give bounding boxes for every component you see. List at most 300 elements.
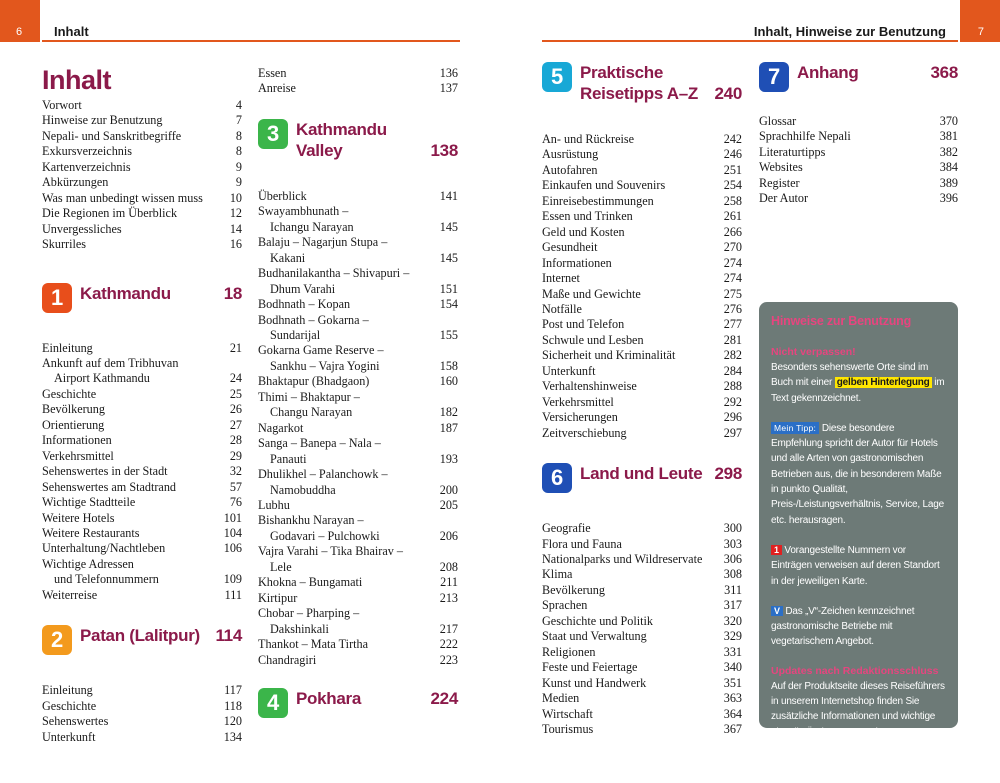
toc-entry[interactable] bbox=[542, 583, 742, 598]
toc-entry-continuation[interactable] bbox=[258, 560, 458, 575]
toc-entry[interactable] bbox=[759, 191, 958, 206]
toc-entry[interactable] bbox=[542, 348, 742, 363]
map-number-description: Vorangestellte Nummern vor Einträgen verweisen auf deren Standort in der jeweiligen Karte. bbox=[771, 544, 940, 587]
toc-entry[interactable] bbox=[258, 513, 458, 528]
chapter-1-heading[interactable] bbox=[42, 283, 242, 313]
toc-entry[interactable] bbox=[542, 240, 742, 255]
toc-entry[interactable] bbox=[258, 66, 458, 81]
chapter-title: Anhang bbox=[797, 63, 859, 82]
toc-entry-page: 24 bbox=[229, 371, 242, 386]
toc-entry-page: 14 bbox=[229, 221, 242, 236]
toc-entry-page: 274 bbox=[723, 255, 742, 270]
toc-entry-title: Essen und Trinken bbox=[542, 209, 633, 224]
toc-entry[interactable] bbox=[42, 113, 242, 128]
hint-my-tip-text bbox=[771, 421, 946, 528]
toc-entry[interactable] bbox=[42, 402, 242, 417]
toc-entry[interactable] bbox=[42, 433, 242, 448]
toc-entry-title: Schwule und Lesben bbox=[542, 332, 644, 347]
chapter-3-heading[interactable] bbox=[258, 119, 458, 161]
toc-entry[interactable] bbox=[542, 410, 742, 425]
toc-entry-continuation[interactable] bbox=[258, 220, 458, 235]
toc-entry[interactable] bbox=[542, 598, 742, 613]
toc-entry-page: 246 bbox=[723, 147, 742, 162]
toc-entry[interactable] bbox=[258, 544, 458, 559]
toc-entry[interactable] bbox=[542, 660, 742, 675]
toc-entry-title: Vorwort bbox=[42, 98, 82, 112]
toc-entry-title: Wichtige Stadtteile bbox=[42, 495, 136, 510]
toc-entry[interactable] bbox=[258, 606, 458, 621]
toc-entry-subtitle: Ichangu Narayan bbox=[270, 219, 354, 234]
chapter-number-badge: 4 bbox=[258, 688, 288, 718]
toc-entry-page bbox=[452, 467, 458, 482]
toc-entry[interactable] bbox=[542, 302, 742, 317]
toc-entry[interactable] bbox=[759, 160, 958, 175]
left-page-number: 6 bbox=[0, 0, 40, 42]
toc-entry[interactable] bbox=[258, 637, 458, 652]
toc-entry[interactable] bbox=[258, 591, 458, 606]
toc-entry[interactable] bbox=[759, 129, 958, 144]
toc-entry-page: 25 bbox=[229, 386, 242, 401]
hint-not-miss-text bbox=[771, 360, 946, 406]
toc-entry-page: 28 bbox=[229, 433, 242, 448]
toc-entry-subtitle: Dhum Varahi bbox=[270, 281, 336, 296]
hint-updates-text: Auf der Produktseite dieses Reiseführers in unserem Internetshop finden Sie zusätzliche Informationen und wichtige aktuelle Änderungen und Ergänzungen. bbox=[771, 680, 945, 738]
toc-entry-title: Kirtipur bbox=[258, 590, 298, 605]
toc-entry-page: 223 bbox=[439, 652, 458, 667]
toc-entry-page: 308 bbox=[723, 567, 742, 582]
patan-continued-list bbox=[258, 66, 458, 97]
toc-entry-title: Wirtschaft bbox=[542, 706, 593, 721]
toc-entry-page: 389 bbox=[939, 175, 958, 190]
usage-hints-box bbox=[759, 302, 958, 738]
toc-entry-title: Tourismus bbox=[542, 721, 594, 736]
toc-entry[interactable] bbox=[42, 98, 242, 113]
toc-entry-page: 109 bbox=[223, 572, 242, 587]
toc-entry-continuation[interactable] bbox=[258, 529, 458, 544]
yellow-highlight-sample: gelben Hinterlegung bbox=[836, 377, 930, 389]
toc-entry[interactable] bbox=[542, 537, 742, 552]
toc-entry-page bbox=[452, 266, 458, 281]
toc-entry-title: Hinweise zur Benutzung bbox=[42, 113, 163, 128]
toc-entry[interactable] bbox=[42, 341, 242, 356]
toc-entry-page: 276 bbox=[723, 301, 742, 316]
toc-entry-page: 9 bbox=[235, 175, 242, 190]
toc-entry[interactable] bbox=[42, 144, 242, 159]
toc-entry-page: 118 bbox=[224, 698, 242, 713]
toc-entry[interactable] bbox=[42, 129, 242, 144]
toc-entry[interactable] bbox=[42, 464, 242, 479]
toc-entry-page: 292 bbox=[723, 394, 742, 409]
toc-entry-title: Websites bbox=[759, 160, 803, 175]
toc-entry-title: Versicherungen bbox=[542, 410, 618, 425]
toc-entry-subtitle: Lele bbox=[270, 559, 292, 574]
toc-entry[interactable] bbox=[542, 691, 742, 706]
toc-entry-page: 27 bbox=[229, 417, 242, 432]
toc-entry-page bbox=[452, 436, 458, 451]
toc-entry[interactable] bbox=[42, 160, 242, 175]
toc-entry-title: Weitere Hotels bbox=[42, 510, 115, 525]
toc-entry-title: Einkaufen und Souvenirs bbox=[542, 178, 666, 193]
toc-entry-page: 8 bbox=[235, 128, 242, 143]
toc-entry-page: 270 bbox=[723, 240, 742, 255]
toc-entry[interactable] bbox=[258, 390, 458, 405]
toc-entry-title: Geografie bbox=[542, 521, 591, 536]
toc-entry-page bbox=[452, 513, 458, 528]
toc-entry-page: 317 bbox=[723, 598, 742, 613]
toc-entry-title: Orientierung bbox=[42, 417, 105, 432]
toc-entry-page: 303 bbox=[723, 536, 742, 551]
toc-entry-page: 242 bbox=[723, 132, 742, 146]
right-page-number: 7 bbox=[960, 0, 1000, 42]
toc-entry-continuation[interactable] bbox=[258, 452, 458, 467]
toc-entry-title: Bodhnath – Kopan bbox=[258, 297, 351, 312]
toc-entry-title: Gokarna Game Reserve – bbox=[258, 343, 384, 358]
toc-entry[interactable] bbox=[542, 147, 742, 162]
toc-entry-page: 200 bbox=[439, 482, 458, 497]
toc-entry-page: 296 bbox=[723, 410, 742, 425]
toc-entry-page bbox=[452, 390, 458, 405]
toc-entry-title: Sanga – Banepa – Nala – bbox=[258, 436, 381, 451]
toc-entry[interactable] bbox=[42, 557, 242, 572]
toc-entry[interactable] bbox=[42, 449, 242, 464]
toc-entry-subtitle: und Telefonnummern bbox=[54, 572, 159, 587]
front-matter-list bbox=[42, 98, 242, 253]
toc-entry-page: 155 bbox=[439, 327, 458, 342]
toc-entry[interactable] bbox=[542, 521, 742, 536]
toc-entry[interactable] bbox=[258, 189, 458, 204]
toc-entry-page: 364 bbox=[723, 706, 742, 721]
toc-entry[interactable] bbox=[542, 132, 742, 147]
toc-entry[interactable] bbox=[542, 364, 742, 379]
toc-entry[interactable] bbox=[258, 235, 458, 250]
toc-entry[interactable] bbox=[542, 614, 742, 629]
toc-entry[interactable] bbox=[258, 653, 458, 668]
toc-entry[interactable] bbox=[759, 145, 958, 160]
toc-entry-title: Bevölkerung bbox=[42, 402, 105, 417]
toc-entry-page: 12 bbox=[229, 206, 242, 221]
chapter-7-heading[interactable] bbox=[759, 62, 958, 92]
chapter-title-line-1: Kathmandu bbox=[296, 119, 387, 139]
toc-entry-subtitle: Sankhu – Vajra Yogini bbox=[270, 358, 380, 373]
toc-entry[interactable] bbox=[759, 114, 958, 129]
toc-entry-title: Bevölkerung bbox=[542, 582, 605, 597]
toc-entry[interactable] bbox=[258, 266, 458, 281]
toc-entry-page: 288 bbox=[723, 379, 742, 394]
chapter-title bbox=[580, 62, 709, 104]
hint-box-title: Hinweise zur Benutzung bbox=[771, 314, 912, 328]
toc-entry-page: 154 bbox=[439, 297, 458, 312]
toc-entry[interactable] bbox=[258, 313, 458, 328]
toc-column-1 bbox=[42, 66, 242, 745]
toc-entry-page: 158 bbox=[439, 358, 458, 373]
toc-entry[interactable] bbox=[42, 495, 242, 510]
chapter-2-list bbox=[42, 683, 242, 745]
toc-entry[interactable] bbox=[42, 191, 242, 206]
toc-entry-page: 320 bbox=[723, 613, 742, 628]
page-title: Inhalt bbox=[42, 65, 111, 95]
toc-entry-page: 284 bbox=[723, 363, 742, 378]
toc-entry-page bbox=[452, 313, 458, 328]
toc-entry-page: 258 bbox=[723, 193, 742, 208]
chapter-4-heading[interactable] bbox=[258, 688, 458, 718]
toc-entry-page: 396 bbox=[939, 191, 958, 206]
toc-entry-page bbox=[452, 204, 458, 219]
toc-entry[interactable] bbox=[542, 676, 742, 691]
my-tip-badge: Mein Tipp: bbox=[771, 422, 819, 434]
toc-entry-page bbox=[236, 356, 242, 371]
toc-entry[interactable] bbox=[258, 467, 458, 482]
chapter-7-list bbox=[759, 114, 958, 207]
chapter-number-badge: 5 bbox=[542, 62, 572, 92]
toc-entry[interactable] bbox=[542, 178, 742, 193]
toc-entry-title: Exkursverzeichnis bbox=[42, 144, 133, 159]
toc-entry-page: 266 bbox=[723, 224, 742, 239]
hint-text-after: im Text gekennzeichnet. bbox=[771, 377, 945, 404]
toc-entry[interactable] bbox=[542, 567, 742, 582]
toc-entry-continuation[interactable] bbox=[258, 622, 458, 637]
toc-entry-continuation[interactable] bbox=[42, 371, 242, 386]
chapter-page: 298 bbox=[714, 464, 742, 484]
toc-entry-subtitle: Sundarijal bbox=[270, 327, 321, 342]
toc-entry-title: Chobar – Pharping – bbox=[258, 606, 360, 621]
hint-number-text bbox=[771, 543, 946, 589]
chapter-title: Pokhara bbox=[296, 688, 361, 708]
toc-entry-continuation[interactable] bbox=[42, 572, 242, 587]
hint-vegetarian-text bbox=[771, 604, 946, 650]
toc-entry-title: Skurriles bbox=[42, 237, 87, 252]
toc-column-3 bbox=[542, 62, 742, 737]
toc-entry-title: Kunst und Handwerk bbox=[542, 675, 647, 690]
toc-entry-subtitle: Kakani bbox=[270, 250, 306, 265]
toc-entry-page: 117 bbox=[224, 683, 242, 698]
toc-entry-title: Sehenswertes in der Stadt bbox=[42, 464, 168, 479]
toc-entry-title: Sicherheit und Kriminalität bbox=[542, 348, 676, 363]
toc-entry-page: 160 bbox=[439, 374, 458, 389]
toc-entry[interactable] bbox=[542, 194, 742, 209]
toc-entry-continuation[interactable] bbox=[258, 251, 458, 266]
toc-entry[interactable] bbox=[258, 498, 458, 513]
toc-entry-continuation[interactable] bbox=[258, 328, 458, 343]
toc-entry-title: Glossar bbox=[759, 114, 797, 128]
toc-entry[interactable] bbox=[258, 343, 458, 358]
toc-entry-title: Ankunft auf dem Tribhuvan bbox=[42, 355, 179, 370]
chapter-title: Patan (Lalitpur) bbox=[80, 626, 200, 646]
toc-entry-page: 134 bbox=[223, 729, 242, 744]
chapter-5-list bbox=[542, 132, 742, 441]
toc-entry[interactable] bbox=[542, 707, 742, 722]
chapter-page: 114 bbox=[215, 626, 242, 646]
toc-entry-title: Sehenswertes am Stadtrand bbox=[42, 479, 177, 494]
toc-column-2 bbox=[258, 66, 458, 746]
toc-entry-page: 145 bbox=[439, 219, 458, 234]
toc-entry[interactable] bbox=[542, 722, 742, 737]
toc-entry[interactable] bbox=[542, 333, 742, 348]
my-tip-description: Diese besondere Empfehlung spricht der Autor für Hotels und alle Arten von gastronomischen Betrieben aus, die in besonderem Maße in punkto Qualität, Preis-/Leistungsverhältnis, Service, Lage etc. herausragen. bbox=[771, 422, 945, 526]
toc-entry-title: Essen bbox=[258, 66, 287, 80]
toc-entry[interactable] bbox=[42, 356, 242, 371]
toc-entry-subtitle: Dakshinkali bbox=[270, 621, 329, 636]
toc-entry-title: Flora und Fauna bbox=[542, 536, 622, 551]
toc-entry-continuation[interactable] bbox=[258, 405, 458, 420]
chapter-title-line-2: Reisetipps A–Z bbox=[580, 84, 698, 103]
toc-entry[interactable] bbox=[42, 699, 242, 714]
toc-entry-page: 213 bbox=[439, 590, 458, 605]
toc-entry-title: Die Regionen im Überblick bbox=[42, 206, 178, 221]
toc-entry[interactable] bbox=[42, 683, 242, 698]
toc-entry-page: 282 bbox=[723, 348, 742, 363]
toc-entry-title: Informationen bbox=[542, 255, 612, 270]
toc-entry[interactable] bbox=[42, 237, 242, 252]
toc-entry-continuation[interactable] bbox=[258, 359, 458, 374]
toc-entry-page: 329 bbox=[723, 629, 742, 644]
toc-entry-page: 340 bbox=[723, 660, 742, 675]
toc-entry[interactable] bbox=[42, 175, 242, 190]
toc-entry[interactable] bbox=[542, 271, 742, 286]
toc-entry-subtitle: Changu Narayan bbox=[270, 405, 353, 420]
toc-entry-page bbox=[452, 343, 458, 358]
toc-entry-page: 331 bbox=[723, 644, 742, 659]
toc-entry-title: Balaju – Nagarjun Stupa – bbox=[258, 235, 388, 250]
toc-entry[interactable] bbox=[542, 395, 742, 410]
toc-entry-page: 351 bbox=[723, 675, 742, 690]
right-running-head: Inhalt, Hinweise zur Benutzung bbox=[753, 24, 946, 39]
toc-entry[interactable] bbox=[258, 81, 458, 96]
toc-entry[interactable] bbox=[258, 204, 458, 219]
chapter-title bbox=[296, 119, 425, 161]
toc-entry[interactable] bbox=[42, 387, 242, 402]
toc-entry-page: 261 bbox=[723, 209, 742, 224]
toc-entry-title: Nepali- und Sanskritbegriffe bbox=[42, 128, 182, 143]
toc-entry[interactable] bbox=[42, 588, 242, 603]
toc-entry-title: Bishankhu Narayan – bbox=[258, 513, 364, 528]
toc-entry-continuation[interactable] bbox=[258, 483, 458, 498]
toc-entry-title: Thankot – Mata Tirtha bbox=[258, 637, 369, 652]
toc-entry[interactable] bbox=[42, 730, 242, 745]
toc-entry-page bbox=[236, 557, 242, 572]
toc-entry-title: Chandragiri bbox=[258, 652, 317, 667]
toc-entry-page: 274 bbox=[723, 271, 742, 286]
toc-entry-page: 370 bbox=[939, 114, 958, 128]
toc-entry-page: 106 bbox=[223, 541, 242, 556]
toc-entry-title: Unterkunft bbox=[542, 363, 596, 378]
toc-entry[interactable] bbox=[542, 225, 742, 240]
chapter-2-heading[interactable] bbox=[42, 625, 242, 655]
chapter-6-heading[interactable] bbox=[542, 463, 742, 493]
toc-entry-title: Literaturtipps bbox=[759, 144, 826, 159]
toc-entry-title: Staat und Verwaltung bbox=[542, 629, 647, 644]
toc-entry[interactable] bbox=[42, 526, 242, 541]
chapter-number-badge: 6 bbox=[542, 463, 572, 493]
toc-entry-title: Klima bbox=[542, 567, 573, 582]
toc-entry-title: Verkehrsmittel bbox=[42, 448, 114, 463]
toc-entry-page: 7 bbox=[235, 113, 242, 128]
toc-entry[interactable] bbox=[42, 511, 242, 526]
toc-entry-title: Informationen bbox=[42, 433, 112, 448]
toc-entry[interactable] bbox=[759, 176, 958, 191]
toc-entry[interactable] bbox=[542, 552, 742, 567]
toc-entry-title: Register bbox=[759, 175, 800, 190]
toc-column-4 bbox=[759, 62, 958, 207]
chapter-number-badge: 2 bbox=[42, 625, 72, 655]
toc-entry-page: 363 bbox=[723, 691, 742, 706]
toc-entry[interactable] bbox=[42, 418, 242, 433]
chapter-title-line-1: Praktische bbox=[580, 63, 663, 82]
hint-heading-updates: Updates nach Redaktionsschluss bbox=[771, 664, 939, 677]
right-header-rule bbox=[542, 40, 958, 42]
toc-entry-page: 8 bbox=[235, 144, 242, 159]
toc-entry-page: 311 bbox=[724, 582, 742, 597]
toc-entry[interactable] bbox=[542, 317, 742, 332]
toc-entry[interactable] bbox=[258, 374, 458, 389]
toc-entry[interactable] bbox=[42, 714, 242, 729]
toc-entry[interactable] bbox=[42, 206, 242, 221]
toc-entry-continuation[interactable] bbox=[258, 282, 458, 297]
toc-entry[interactable] bbox=[258, 421, 458, 436]
toc-entry-title: Geschichte bbox=[42, 386, 97, 401]
left-header-rule bbox=[42, 40, 460, 42]
toc-entry-title: Abkürzungen bbox=[42, 175, 109, 190]
toc-entry-title: Bodhnath – Gokarna – bbox=[258, 312, 369, 327]
chapter-title-line-2: Valley bbox=[296, 140, 343, 160]
toc-entry-page: 32 bbox=[229, 464, 242, 479]
toc-entry-title: Verhaltenshinweise bbox=[542, 379, 637, 394]
toc-entry[interactable] bbox=[258, 436, 458, 451]
toc-entry-title: Sprachen bbox=[542, 598, 588, 613]
chapter-number-badge: 1 bbox=[42, 283, 72, 313]
toc-entry-title: Weitere Restaurants bbox=[42, 525, 140, 540]
toc-entry[interactable] bbox=[42, 222, 242, 237]
toc-entry[interactable] bbox=[542, 629, 742, 644]
toc-entry-title: Zeitverschiebung bbox=[542, 425, 627, 440]
toc-entry-title: Der Autor bbox=[759, 191, 809, 206]
chapter-5-heading[interactable] bbox=[542, 62, 742, 104]
toc-entry[interactable] bbox=[542, 209, 742, 224]
toc-entry-title: Unvergessliches bbox=[42, 221, 122, 236]
chapter-page: 240 bbox=[714, 84, 742, 103]
toc-entry[interactable] bbox=[258, 575, 458, 590]
toc-entry[interactable] bbox=[42, 480, 242, 495]
toc-entry-title: Einleitung bbox=[42, 340, 93, 355]
toc-entry-page: 104 bbox=[223, 525, 242, 540]
toc-entry-title: Internet bbox=[542, 271, 580, 286]
toc-entry[interactable] bbox=[542, 645, 742, 660]
toc-entry[interactable] bbox=[542, 163, 742, 178]
toc-entry-subtitle: Airport Kathmandu bbox=[54, 371, 150, 386]
toc-entry[interactable] bbox=[542, 426, 742, 441]
toc-entry-title: Unterkunft bbox=[42, 729, 96, 744]
toc-entry-title: Thimi – Bhaktapur – bbox=[258, 389, 360, 404]
toc-entry[interactable] bbox=[542, 287, 742, 302]
toc-entry[interactable] bbox=[542, 379, 742, 394]
toc-entry-page: 367 bbox=[723, 721, 742, 736]
toc-entry-title: Einleitung bbox=[42, 683, 93, 698]
toc-entry-page: 208 bbox=[439, 559, 458, 574]
toc-entry[interactable] bbox=[258, 297, 458, 312]
toc-entry-title: Weiterreise bbox=[42, 587, 98, 602]
toc-entry-title: Bhaktapur (Bhadgaon) bbox=[258, 374, 370, 389]
toc-entry-title: Einreisebestimmungen bbox=[542, 193, 654, 208]
toc-entry-page: 222 bbox=[439, 637, 458, 652]
toc-entry[interactable] bbox=[42, 541, 242, 556]
toc-entry[interactable] bbox=[542, 256, 742, 271]
toc-entry-title: Nagarkot bbox=[258, 420, 304, 435]
toc-entry-page: 297 bbox=[723, 425, 742, 440]
toc-entry-page: 111 bbox=[224, 587, 242, 602]
chapter-title: Kathmandu bbox=[80, 283, 171, 303]
toc-entry-page: 29 bbox=[229, 448, 242, 463]
chapter-page: 224 bbox=[430, 688, 458, 708]
toc-entry-page: 281 bbox=[723, 332, 742, 347]
